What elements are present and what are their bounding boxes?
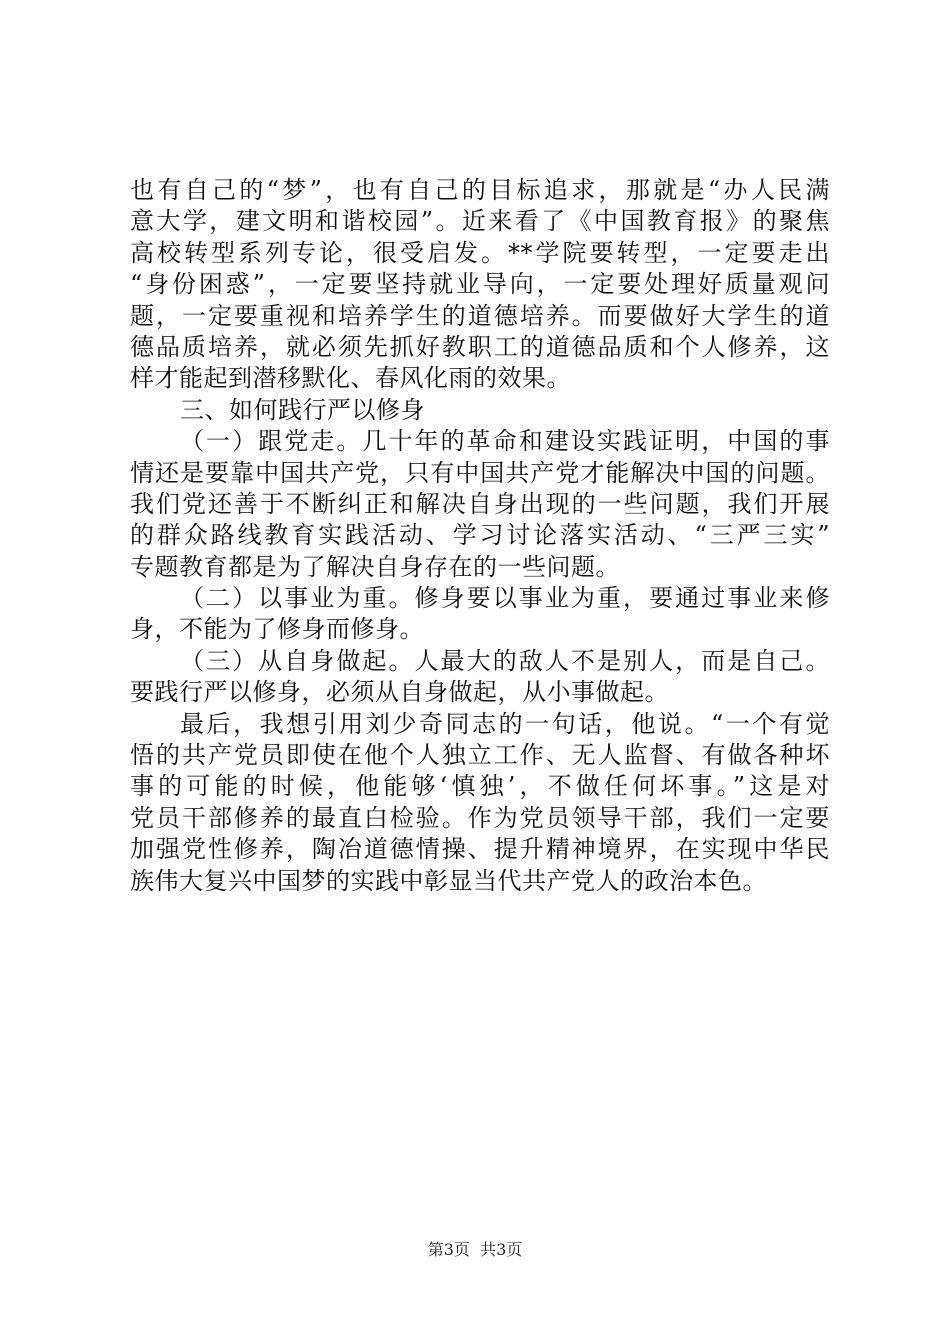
text-line: 专题教育都是为了解决自身存在的一些问题。 <box>130 552 620 581</box>
text-line: （三）从自身做起。人最大的敌人不是别人，而是自己。 <box>180 646 830 675</box>
text-line: 加强党性修养，陶冶道德情操、提升精神境界，在实现中华民 <box>130 835 830 864</box>
text-line: 意大学，建文明和谐校园”。近来看了《中国教育报》的聚焦 <box>130 207 830 236</box>
text-line: 悟的共产党员即使在他个人独立工作、无人监督、有做各种坏 <box>130 741 830 770</box>
text-line: 事的可能的时候，他能够‘慎独’，不做任何坏事。”这是对 <box>130 772 830 801</box>
text-line: 要践行严以修身，必须从自身做起，从小事做起。 <box>130 678 669 707</box>
text-line: 党员干部修养的最直白检验。作为党员领导干部，我们一定要 <box>130 803 830 832</box>
text-line: 情还是要靠中国共产党，只有中国共产党才能解决中国的问题。 <box>130 458 830 487</box>
text-line: 高校转型系列专论，很受启发。**学院要转型，一定要走出 <box>130 238 830 267</box>
text-line: 我们党还善于不断纠正和解决自身出现的一些问题，我们开展 <box>130 489 830 518</box>
text-line: 族伟大复兴中国梦的实践中彰显当代共产党人的政治本色。 <box>130 866 767 895</box>
text-line: 也有自己的“梦”，也有自己的目标追求，那就是“办人民满 <box>130 176 830 204</box>
text-line: 德品质培养，就必须先抓好教职工的道德品质和个人修养，这 <box>130 332 830 361</box>
document-body <box>130 175 830 897</box>
text-line: （二）以事业为重。修身要以事业为重，要通过事业来修 <box>180 584 830 613</box>
text-line: 最后，我想引用刘少奇同志的一句话，他说。“一个有觉 <box>180 709 830 738</box>
text-line: “身份困惑”，一定要坚持就业导向，一定要处理好质量观问 <box>130 270 830 299</box>
text-line: 的群众路线教育实践活动、学习讨论落实活动、“三严三实” <box>130 521 830 550</box>
text-line: 样才能起到潜移默化、春风化雨的效果。 <box>130 364 571 393</box>
text-line: 身，不能为了修身而修身。 <box>130 615 424 644</box>
text-line: （一）跟党走。几十年的革命和建设实践证明，中国的事 <box>180 427 830 456</box>
text-line: 三、如何践行严以修身 <box>180 395 425 424</box>
page-footer: 第3页 共3页 <box>427 1240 523 1259</box>
text-line: 题，一定要重视和培养学生的道德培养。而要做好大学生的道 <box>130 301 830 330</box>
